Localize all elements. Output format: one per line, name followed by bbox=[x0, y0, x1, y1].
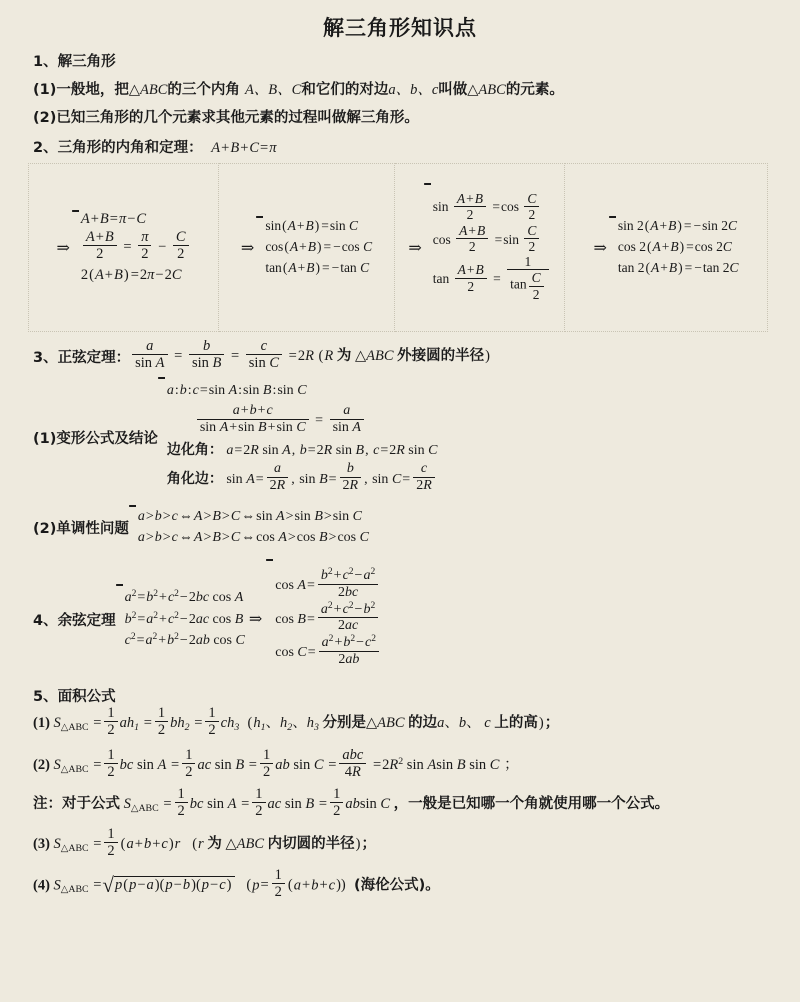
sub-2-label: (2)单调性问题 bbox=[33, 520, 129, 537]
section-3-sub-2 bbox=[0, 505, 800, 549]
area-note: 注：对于公式 $S_{\triangle ABC}$ = $\frac{1}{2}$ bc sin A = $\frac{1}{2}$ ac sin B = $\frac{1}{2}$ absin C ，一般是已知哪一个角就使用哪一个公式。 bbox=[33, 785, 670, 820]
item-1-text-e: 的元素。 bbox=[505, 82, 564, 98]
system-2 bbox=[256, 216, 372, 280]
eq-4-2: cos 2(A+B) =cos 2C bbox=[617, 239, 732, 255]
item-1-prefix: (1) bbox=[33, 82, 57, 98]
eq-3-3: tan $\frac{A+B}{2}$ = 1 tan $\frac{C}{2}$ bbox=[433, 256, 551, 303]
implies-arrow-3: ⇒ bbox=[408, 239, 422, 257]
implies-arrow-cosine: ⇒ bbox=[248, 611, 263, 629]
cos-solved-1: cos A= $\frac{b^2+c^2-a^2}{2bc}$ bbox=[275, 569, 381, 603]
eq-1-3: 2(A+B) =2π−2C bbox=[80, 267, 182, 284]
area-item-4: (4) $S_{\triangle ABC} =√p(p-a)(p-b)(p-c)$ (p= $\frac{1}{2}$ (a+b+c)) (海伦公式)。 bbox=[0, 867, 800, 908]
mono-eq-2: a>b>c⇔A>B>C⇔cos A>cos B>cos C bbox=[137, 530, 369, 546]
section-2-label: 2、三角形的内角和定理： bbox=[33, 140, 203, 156]
system-cosine-law bbox=[116, 584, 245, 654]
left-brace-icon bbox=[256, 216, 263, 280]
section-1-item-1 bbox=[0, 76, 800, 104]
area-1-prefix: (1) bbox=[33, 715, 50, 732]
eq-2-3: tan(A+B) = −tan C bbox=[265, 259, 370, 275]
triangle-abc-2: △ABC bbox=[467, 82, 506, 98]
area-3-prefix: (3) bbox=[33, 835, 50, 852]
item-1-text-a: 一般地，把 bbox=[56, 82, 129, 98]
left-brace-icon bbox=[129, 505, 136, 549]
system-sine-derived bbox=[158, 377, 438, 497]
area-2-prefix: (2) bbox=[33, 757, 50, 774]
section-5-heading: 5、面积公式 bbox=[33, 689, 116, 706]
eq-4-3: tan 2(A+B) = −tan 2C bbox=[617, 259, 739, 275]
sine-eq-3: 边化角： a=2R sin A, b=2R sin B, c=2R sin C bbox=[166, 441, 438, 458]
sine-eq-1: a:b:c=sin A:sin B:sin C bbox=[166, 383, 307, 399]
left-brace-icon bbox=[72, 210, 79, 286]
table-row bbox=[29, 164, 768, 332]
system-3 bbox=[424, 183, 551, 313]
left-brace-icon bbox=[158, 377, 165, 497]
area-item-1: (1) $S_{\triangle ABC}$ = $\frac{1}{2}$ $ah_1$ = $\frac{1}{2}$ $bh_2$ = $\frac{1}{2}$ $ch_3$ ($h_1$、$h_2$、$h_3$ 分别是△ABC 的边a、b、 c 上的高)； bbox=[33, 705, 560, 739]
section-4-heading: 4、余弦定理 bbox=[33, 612, 116, 629]
item-1-text-b: 的三个内角 bbox=[167, 82, 240, 98]
identity-cell-2 bbox=[219, 164, 395, 332]
section-3-label: 3、正弦定理： bbox=[33, 350, 131, 367]
area-item-3: (3) $S_{\triangle ABC}$ = $\frac{1}{2}$ (a+b+c)r (r 为 △ABC 内切圆的半径)； bbox=[33, 825, 376, 859]
eq-2-2: cos(A+B) = −cos C bbox=[265, 239, 373, 255]
sine-eq-2: $\frac{a+b+c}{\text{sin A+sin B+sin C}}$ = $\frac{a}{\text{sin A}}$ bbox=[167, 405, 438, 438]
implies-arrow-1: ⇒ bbox=[56, 239, 70, 257]
mono-eq-1: a>b>c⇔A>B>C⇔sin A>sin B>sin C bbox=[137, 508, 362, 524]
left-brace-icon bbox=[424, 183, 431, 313]
sine-law-formula: $\frac{a}{\text{sin A}}$ = $\frac{b}{\text{sin B}}$ = $\frac{c}{\text{sin C}}$ =2R (R 为 △ABC 外接圆的半径) bbox=[130, 340, 491, 373]
triangle-abc-1: △ABC bbox=[128, 82, 168, 98]
item-2-text: 已知三角形的几个元素求其他元素的过程叫做解三角形。 bbox=[56, 110, 419, 126]
section-3-sub-1 bbox=[0, 377, 800, 497]
implies-arrow-4: ⇒ bbox=[593, 239, 607, 257]
left-brace-icon bbox=[609, 216, 616, 280]
identity-cell-3 bbox=[395, 164, 565, 332]
heron-label: (海伦公式)。 bbox=[353, 877, 440, 894]
sine-eq-4: 角化边： sin A= $\frac{a}{2R}$ , sin B= $\frac{b}{2R}$ , sin C= $\frac{c}{2R}$ bbox=[167, 463, 438, 497]
angle-sum-formula: A+B+C=π bbox=[211, 140, 277, 156]
cos-solved-2: cos B= $\frac{a^2+c^2-b^2}{2ac}$ bbox=[275, 603, 381, 637]
system-1 bbox=[72, 208, 191, 286]
section-1-heading: 1、解三角形 bbox=[33, 54, 116, 70]
cos-eq-1: $a^2=b^2+c^2-2bc$ cos A bbox=[124, 589, 244, 605]
eq-3-2: cos $\frac{A+B}{2}$ =sin $\frac{C}{2}$ bbox=[433, 224, 551, 257]
system-cosine-solved bbox=[266, 559, 381, 679]
angle-list: A、B、C bbox=[244, 82, 302, 98]
area-4-prefix: (4) bbox=[33, 877, 50, 894]
section-3-heading bbox=[0, 332, 800, 373]
note-prefix: 注： bbox=[33, 796, 62, 813]
note-text-b: ，一般是已知哪一个角就使用哪一个公式。 bbox=[393, 796, 670, 813]
side-list: a、b、c bbox=[388, 82, 439, 98]
item-2-prefix: (2) bbox=[33, 110, 57, 126]
left-brace-icon bbox=[266, 559, 273, 679]
section-2-heading bbox=[0, 132, 800, 157]
eq-3-1: sin $\frac{A+B}{2}$ =cos $\frac{C}{2}$ bbox=[433, 191, 551, 224]
eq-1-1: A+B=π−C bbox=[80, 211, 147, 228]
system-4 bbox=[609, 216, 739, 280]
section-1-item-2 bbox=[0, 104, 800, 132]
cos-solved-3: cos C= $\frac{a^2+b^2-c^2}{2ab}$ bbox=[275, 636, 381, 670]
eq-4-1: sin 2(A+B) = −sin 2C bbox=[617, 218, 738, 234]
system-monotonic bbox=[129, 505, 369, 549]
item-1-text-d: 叫做 bbox=[438, 82, 468, 98]
sub-1-label: (1)变形公式及结论 bbox=[33, 430, 158, 447]
identity-cell-1 bbox=[29, 164, 219, 332]
section-4 bbox=[0, 559, 800, 679]
cos-eq-2: $b^2=a^2+c^2-2ac$ cos B bbox=[124, 610, 244, 627]
area-item-2: (2) $S_{\triangle ABC}$ = $\frac{1}{2}$ bc sin A = $\frac{1}{2}$ ac sin B = $\frac{1}{2}$ ab sin C = $\frac{\text{abc}}{4R}$ $=2R^2$ sin Asin B sin C ； bbox=[33, 747, 519, 781]
identities-table bbox=[28, 163, 768, 332]
eq-2-1: sin(A+B) =sin C bbox=[265, 218, 358, 234]
cos-eq-3: $c^2=a^2+b^2-2ab$ cos C bbox=[124, 632, 245, 649]
identity-cell-4 bbox=[565, 164, 768, 332]
left-brace-icon bbox=[116, 584, 123, 654]
page-title: 解三角形知识点 bbox=[323, 16, 477, 40]
note-text-a: 对于公式 bbox=[62, 796, 120, 813]
item-1-text-c: 和它们的对边 bbox=[301, 82, 389, 98]
sqrt-expression: √p(p−a)(p−b)(p−c) bbox=[102, 867, 234, 903]
implies-arrow-2: ⇒ bbox=[240, 239, 255, 257]
eq-1-2: $\frac{A+B}{2}$ = $\frac{\pi}{2}$ − $\frac{C}{2}$ bbox=[81, 231, 191, 264]
